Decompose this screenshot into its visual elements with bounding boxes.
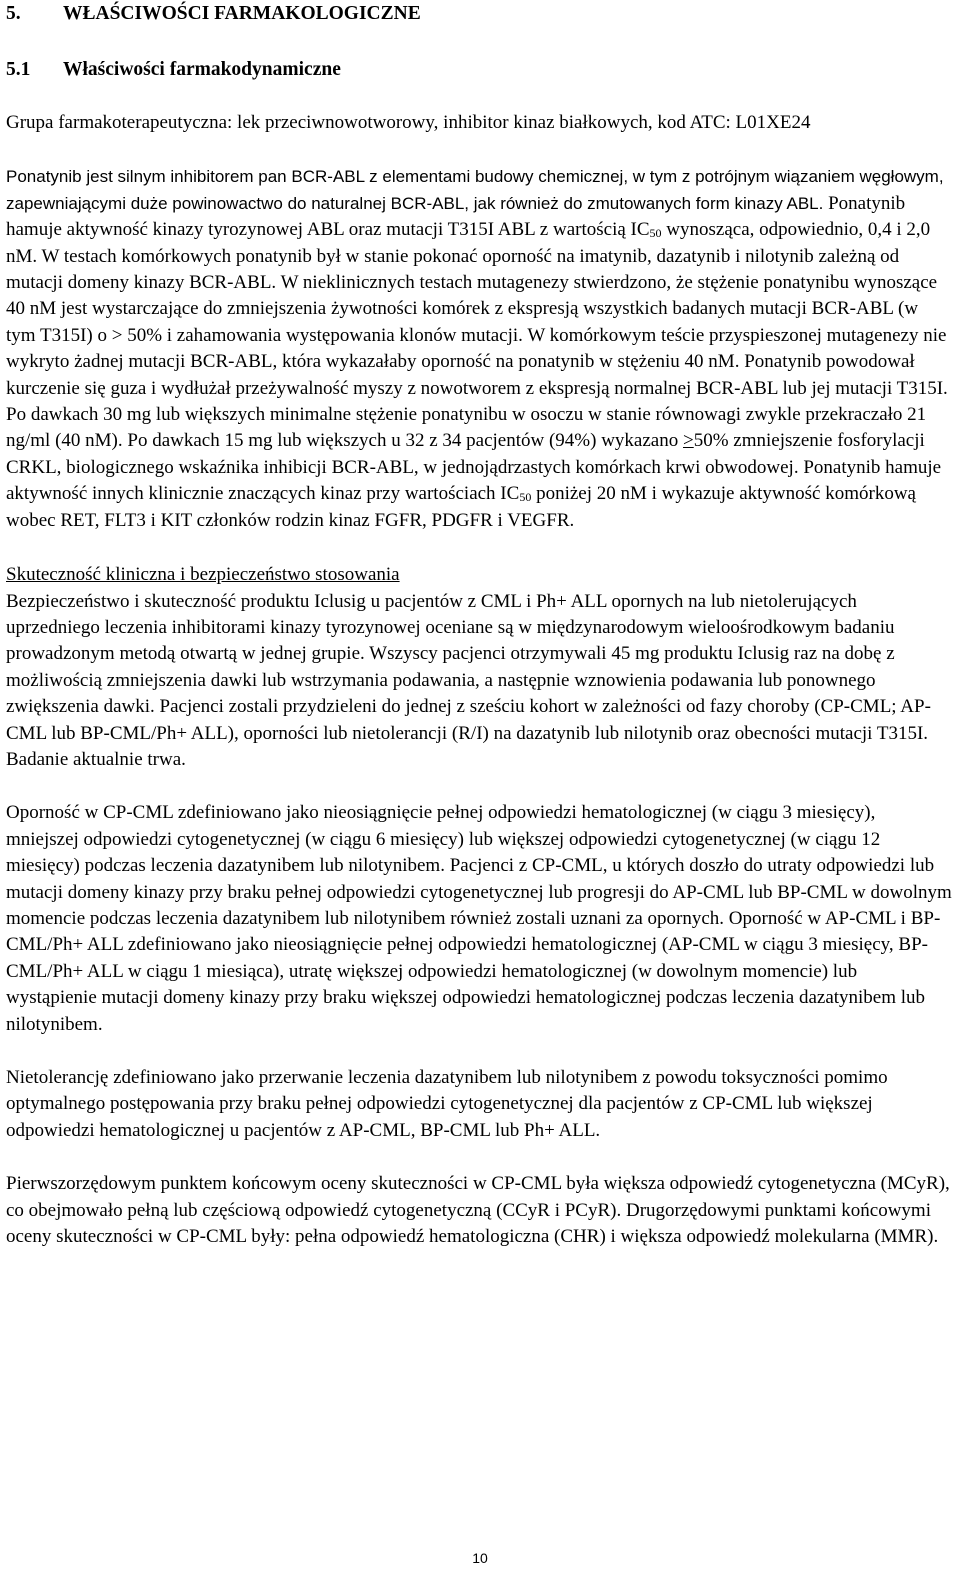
mechanism-text-4: poniżej 20 nM i wykazuje aktywność komórkową wobec RET, FLT3 i KIT członków rodzin kinaz FGFR, PDGFR i VEGFR. [6, 483, 916, 531]
subsection-title: Właściwości farmakodynamiczne [63, 59, 341, 80]
section-title: WŁAŚCIWOŚCI FARMAKOLOGICZNE [63, 3, 421, 24]
ic50-subscript: 50 [519, 490, 532, 505]
subsection-number: 5.1 [6, 59, 31, 80]
pharmacotherapeutic-group-paragraph: Grupa farmakoterapeutyczna: lek przeciwnowotworowy, inhibitor kinaz białkowych, kod ATC: L01XE24 [6, 112, 811, 133]
subsection-heading [6, 58, 952, 82]
greater-equal-symbol: > [683, 430, 694, 452]
endpoints-paragraph: Pierwszorzędowym punktem końcowym oceny skuteczności w CP-CML była większa odpowiedź cytogenetyczna (MCyR), co obejmowało pełną lub częściową odpowiedź cytogenetyczną (CCyR i PCyR). Drugorzędowymi punktami końcowymi oceny skuteczności w CP-CML były: pełna odpowiedź hematologiczna (CHR) i większa odpowiedź molekularna (MMR). [6, 1173, 950, 1248]
mechanism-text-2: wynosząca, odpowiednio, 0,4 i 2,0 nM. W testach komórkowych ponatynib był w stanie pokonać oporność na imatynib, dazatynib i nilotynib zależną od mutacji domeny kinazy BCR-ABL. W nieklinicznych testach mutagenezy stwierdzono, że stężenie ponatynibu wynoszące 40 nM jest wystarczające do zmniejszenia żywotności komórek z ekspresją wszystkich badanych mutacji BCR-ABL (w tym T315I) o > 50% i zahamowania występowania klonów mutacji. W komórkowym teście przyspieszonej mutagenezy nie wykryto żadnej mutacji BCR-ABL, która wykazałaby oporność na ponatynib w stężeniu 40 nM. Ponatynib powodował kurczenie się guza i wydłużał przeżywalność myszy z nowotworem z ekspresją normalnej BCR-ABL lub jej mutacji T315I. Po dawkach 30 mg lub większych minimalne stężenie ponatynibu w osoczu w stanie równowagi zwykle przekraczało 21 ng/ml (40 nM). Po dawkach 15 mg lub większych u 32 z 34 pacjentów (94%) wykazano [6, 219, 948, 452]
section-number: 5. [6, 3, 21, 24]
page-number: 10 [472, 1550, 488, 1566]
efficacy-section-title: Skuteczność kliniczna i bezpieczeństwo stosowania [6, 564, 400, 586]
mechanism-paragraph [6, 164, 952, 534]
ic50-subscript: 50 [649, 226, 662, 241]
section-heading [6, 2, 952, 26]
mechanism-text-3: 50% zmniejszenie fosforylacji CRKL, biologicznego wskaźnika inhibicji BCR-ABL, w jednojądrzastych komórkach krwi obwodowej. Ponatynib hamuje aktywność innych klinicznie znaczących kinaz przy wartościach IC [6, 430, 942, 505]
document-page [6, 0, 952, 1250]
intolerance-paragraph: Nietolerancję zdefiniowano jako przerwanie leczenia dazatynibem lub nilotynibem z powodu toksyczności pomimo optymalnego postępowania przy braku pełnej odpowiedzi cytogenetycznej dla pacjentów z CP-CML lub większej odpowiedzi hematologicznej u pacjentów z AP-CML, BP-CML lub Ph+ ALL. [6, 1067, 888, 1141]
mechanism-text-1: Ponatynib hamuje aktywność kinazy tyrozynowej ABL oraz mutacji T315I ABL z wartością IC [6, 192, 906, 241]
mechanism-sans-text: Ponatynib jest silnym inhibitorem pan BCR-ABL z elementami budowy chemicznej, w tym z potrójnym wiązaniem węgłowym, zapewniającymi duże powinowactwo do naturalnej BCR-ABL, jak również do zmutowanych form kinazy ABL. [6, 167, 944, 213]
resistance-paragraph: Oporność w CP-CML zdefiniowano jako nieosiągnięcie pełnej odpowiedzi hematologicznej (w ciągu 3 miesięcy), mniejszej odpowiedzi cytogenetycznej (w ciągu 6 miesięcy) lub większej odpowiedzi cytogenetycznej (w ciągu 12 miesięcy) podczas leczenia dazatynibem lub nilotynibem. Pacjenci z CP-CML, u których doszło do utraty odpowiedzi lub mutacji domeny kinazy przy braku pełnej odpowiedzi cytogenetycznej lub progresji do AP-CML lub BP-CML w dowolnym momencie podczas leczenia dazatynibem lub nilotynibem również zostali uznani za opornych. Oporność w AP-CML i BP-CML/Ph+ ALL zdefiniowano jako nieosiągnięcie pełnej odpowiedzi hematologicznej (AP-CML w ciągu 3 miesięcy, BP-CML/Ph+ ALL w ciągu 1 miesiąca), utratę większej odpowiedzi hematologicznej (w dowolnym momencie) lub wystąpienie mutacji domeny kinazy przy braku większej odpowiedzi hematologicznej podczas leczenia dazatynibem lub nilotynibem. [6, 802, 952, 1035]
efficacy-intro-paragraph: Bezpieczeństwo i skuteczność produktu Iclusig u pacjentów z CML i Ph+ ALL opornych na lub nietolerujących uprzedniego leczenia inhibitorami kinazy tyrozynowej oceniane są w międzynarodowym wieloośrodkowym badaniu prowadzonym metodą otwartą w jednej grupie. Wszyscy pacjenci otrzymywali 45 mg produktu Iclusig raz na dobę z możliwością zmniejszenia dawki lub wstrzymania podawania, a następnie wznowienia podawania lub ponownego zwiększenia dawki. Pacjenci zostali przydzieleni do jednej z sześciu kohort w zależności od fazy choroby (CP-CML; AP-CML lub BP-CML/Ph+ ALL), oporności lub nietolerancji (R/I) na dazatynib lub nilotynib oraz obecności mutacji T315I. Badanie aktualnie trwa. [6, 590, 931, 770]
